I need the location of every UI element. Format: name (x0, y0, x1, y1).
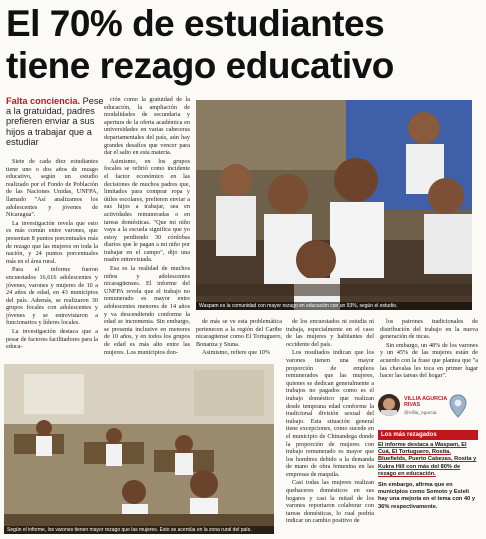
main-photo-caption: Waspam es la comunidad con mayor rezago en educación con un 93%, según el estudio. (196, 302, 472, 310)
col2-paragraph: ción como la gratuidad de la educación, la ampliación de modalidades de secundaria y apertura de la oferta académica en universidades en varias cabeceras departamentales del país, aún hay grandes desafíos que vencer para dar el salto en esta materia. (104, 96, 190, 157)
col3-paragraph: Asimismo, refiere que 10% (202, 349, 271, 357)
col4-paragraph: Casi todas las mujeres realizan quehaceres domésticos en sus hogares y casi la mitad de los varones reportaron colaborar con tareas domésticas, lo cual podría indicar un cambio positivo de (286, 479, 374, 525)
col3-paragraph: de más se ve esta problemática pertenecen a la región del Caribe nicaragüense como El Tortuguero, Bonanza y Siuna. (196, 318, 282, 348)
main-photo (196, 100, 472, 310)
classroom-students-image (196, 100, 472, 310)
col1-paragraph: Para el informe fueron encuestados 16,616 adolescentes y jóvenes, varones y mujeres de 10 a 24 años de edad, en 43 municipios del país. Además, se realizaron 30 grupos focales con adolescentes y jóvenes y se entrevistaron a funcionarios y líderes locales. (6, 266, 98, 327)
article-column-2 (104, 96, 190, 362)
author-name: VILLIA AGURCIA RIVAS (404, 396, 448, 408)
sidebar-box-paragraph: Sin embargo, afirma que en municipios como Somoto y Estelí hay una mejoría en el tema con 40 y 36% respectivamente. (378, 482, 476, 510)
headline-line-1: El 70% de estudiantes (6, 3, 385, 44)
sidebar-box-body (378, 442, 478, 515)
lower-photo (4, 364, 274, 534)
article-column-3 (196, 318, 282, 362)
headline-line-2: tiene rezago educativo (6, 45, 394, 86)
article-column-1 (6, 158, 98, 362)
col1-paragraph: Siete de cada diez estudiantes tiene uno o dos años de rezago educativo, según un estudio realizado por el Fondo de Población de las Naciones Unidas, UNFPA, llamado "Así analizamos los adolescentes y jóvenes de Nicaragua". (6, 158, 98, 219)
author-handle: @Villia_Agurcia (404, 410, 437, 415)
byline (378, 394, 478, 424)
classroom-desks-image (4, 364, 274, 534)
lead-text: Pese a la gratuidad, padres prefieren enviar a sus hijos a trabajar que a estudiar (6, 96, 104, 147)
article-column-4 (286, 318, 374, 536)
author-avatar (378, 394, 400, 416)
author-photo-icon (378, 394, 400, 416)
article-column-5 (380, 318, 478, 390)
col2-paragraph: Esa es la realidad de muchos niños y adolescentes nicaragüenses. El informe del UNFPA revela que el trabajo no remunerado es mayor entre adolescentes menores de 14 años y va descendiendo conforme la edad se incrementa. Sin embargo, se presenta inclusive en menores de 10 años, y en todos los grupos de edad es más alto entre las mujeres. Los municipios don- (104, 265, 190, 356)
location-pin-icon (448, 394, 468, 418)
col5-paragraph: Sin embargo, un 48% de los varones y un 45% de las mujeres están de acuerdo con la frase que plantea que "a las chavalas les toca en primer lugar hacer las tareas del hogar". (380, 341, 478, 380)
col5-paragraph: los patrones tradicionales de distribución del trabajo en la nueva generación de nicas. (380, 318, 478, 341)
sidebar-box-paragraph: El informe destaca a Waspam, El Cuá, El Tortuguero, Rosita, Bluefields, Puerto Cabezas, Rosita y Kukra Hill con más del 80% de rezago en educación. (378, 442, 477, 477)
sidebar-box-title: Los más rezagados (378, 430, 478, 440)
lower-photo-caption: Según el informe, los varones tienen mayor rezago que las mujeres. Esto se acentúa en la zona rural del país. (4, 526, 274, 534)
col2-paragraph: Asimismo, en los grupos focales se refirió como incidente el factor económico en las decisiones de muchos padres que, limitados para comprar ropa y útiles escolares, prefieren enviar a sus hijos a trabajar, sea en actividades remuneradas o en tareas domésticas. "Que mi niño vaya a la escuela significa que yo estoy perdiendo 30 córdobas diarios que le pagan a mi niño por trabajar en el campo", dijo una madre entrevistada. (104, 157, 190, 264)
headline (6, 2, 482, 92)
col1-paragraph: La investigación destaca que a pesar de factores facilitadores para la educa- (6, 328, 98, 351)
lead-kicker: Falta conciencia. (6, 96, 81, 106)
col4-paragraph: Los resultados indican que los varones tienen una mayor proporción de empleos remunerados que las mujeres, quienes se dedican generalmente a trabajos no pagados como es el trabajo doméstico que realizan desde temprana edad conforme la tradicional división sexual del trabajo. Esta situación general tiene excepciones, como sucede en el municipio de Chinandega donde la proporción de mujeres con trabajo remunerado es mayor que los hombres debido a la demanda de mano de obra femenina en las empresas de maquila. (286, 349, 374, 478)
col4-paragraph: de los encuestados ni estudia ni trabaja, especialmente en el caso de las mujeres y habitantes del occidente del país. (286, 318, 374, 348)
col1-paragraph: La investigación revela que esto es más común entre varones, que presentan 8 puntos porcentuales más de rezago que las mujeres en toda la nación, y 24 puntos porcentuales más en el área rural. (6, 219, 98, 265)
lead-deck (6, 96, 106, 147)
